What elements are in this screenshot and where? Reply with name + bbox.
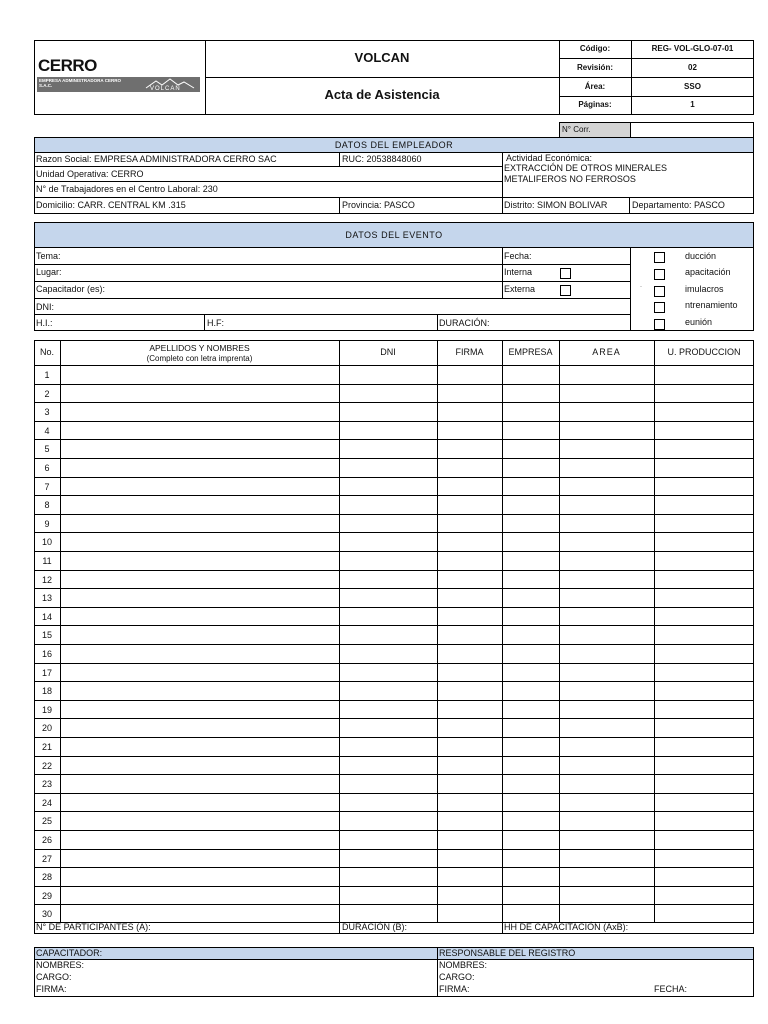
- event-block: [34, 247, 754, 331]
- tema-field[interactable]: Tema:: [36, 251, 61, 261]
- trabajadores: N° de Trabajadores en el Centro Laboral: 230: [36, 184, 218, 194]
- row-number: 4: [44, 426, 50, 436]
- row-divider: [34, 700, 754, 701]
- row-number: 3: [44, 407, 50, 417]
- area-label: Área:: [584, 82, 606, 91]
- row-number: 2: [44, 389, 50, 399]
- row-divider: [34, 551, 754, 552]
- reunion-label: eunión: [685, 317, 713, 327]
- header-empresa: EMPRESA: [508, 347, 553, 357]
- divider: [205, 77, 559, 78]
- interna-checkbox[interactable]: [560, 268, 571, 279]
- row-divider: [34, 830, 754, 831]
- row-divider: [34, 718, 754, 719]
- induccion-label: ducción: [685, 251, 717, 261]
- fecha-field[interactable]: Fecha:: [504, 251, 532, 261]
- divider: [559, 96, 754, 97]
- divider: [502, 922, 503, 934]
- col-divider: [339, 340, 340, 923]
- volcan-logo-mark: VOLCAN: [150, 86, 181, 92]
- document-title: Acta de Asistencia: [324, 87, 440, 102]
- row-divider: [34, 904, 754, 905]
- row-divider: [34, 681, 754, 682]
- divider: [34, 298, 630, 299]
- actividad-line1: EXTRACCIÓN DE OTROS MINERALES: [504, 163, 668, 173]
- row-divider: [34, 737, 754, 738]
- row-divider: [34, 756, 754, 757]
- divider: [34, 181, 502, 182]
- row-number: 18: [41, 686, 52, 696]
- row-number: 17: [41, 668, 52, 678]
- hi-field[interactable]: H.I.:: [36, 318, 53, 328]
- col-divider: [654, 340, 655, 923]
- capacitador-title: CAPACITADOR:: [36, 948, 103, 958]
- capacitacion-checkbox[interactable]: [654, 269, 665, 280]
- footer-band: [35, 948, 753, 960]
- row-divider: [34, 886, 754, 887]
- row-number: 5: [44, 444, 50, 454]
- interna-label: Interna: [504, 267, 533, 277]
- row-divider: [34, 774, 754, 775]
- row-number: 20: [41, 723, 52, 733]
- participantes-total[interactable]: N° DE PARTICIPANTES (A):: [36, 922, 151, 932]
- header-area: AREA: [592, 347, 621, 357]
- capacitacion-label: apacitación: [685, 267, 731, 277]
- col-divider: [60, 340, 61, 923]
- company-name: VOLCAN: [354, 50, 410, 65]
- row-divider: [34, 514, 754, 515]
- row-number: 9: [44, 519, 50, 529]
- revision-value: 02: [688, 63, 697, 72]
- row-number: 8: [44, 500, 50, 510]
- header-nombres: APELLIDOS Y NOMBRES: [149, 343, 250, 353]
- ruc: RUC: 20538848060: [342, 154, 422, 164]
- row-number: 1: [44, 370, 50, 380]
- header-no: No.: [39, 347, 54, 357]
- revision-label: Revisión:: [576, 63, 613, 72]
- reunion-checkbox[interactable]: [654, 319, 665, 330]
- provincia: Provincia: PASCO: [342, 200, 415, 210]
- row-divider: [34, 793, 754, 794]
- row-number: 14: [41, 612, 52, 622]
- row-number: 26: [41, 835, 52, 845]
- distrito: Distrito: SIMON BOLIVAR: [504, 200, 608, 210]
- entrenamiento-label: ntrenamiento: [685, 300, 738, 310]
- row-divider: [34, 570, 754, 571]
- corr-label: N° Corr.: [562, 125, 591, 134]
- row-divider: [34, 644, 754, 645]
- duracion-field[interactable]: DURACIÓN:: [439, 318, 490, 328]
- row-number: 25: [41, 816, 52, 826]
- divider: [559, 58, 754, 59]
- simulacros-checkbox[interactable]: [654, 286, 665, 297]
- divider: [34, 197, 754, 198]
- row-number: 28: [41, 872, 52, 882]
- divider: [34, 314, 630, 315]
- lugar-field[interactable]: Lugar:: [36, 267, 62, 277]
- row-divider: [34, 811, 754, 812]
- divider: [437, 314, 438, 331]
- row-number: 16: [41, 649, 52, 659]
- row-number: 6: [44, 463, 50, 473]
- domicilio: Domicilio: CARR. CENTRAL KM .315: [36, 200, 186, 210]
- row-divider: [34, 495, 754, 496]
- row-number: 29: [41, 891, 52, 901]
- responsable-title: RESPONSABLE DEL REGISTRO: [439, 948, 576, 958]
- divider: [502, 152, 503, 214]
- paginas-value: 1: [690, 100, 695, 109]
- col-divider: [502, 340, 503, 923]
- row-number: 10: [41, 537, 52, 547]
- row-divider: [34, 384, 754, 385]
- row-divider: [34, 607, 754, 608]
- capacitador-nombres[interactable]: NOMBRES:: [36, 960, 85, 970]
- hf-field[interactable]: H.F:: [207, 318, 224, 328]
- departamento: Departamento: PASCO: [632, 200, 725, 210]
- entrenamiento-checkbox[interactable]: [654, 302, 665, 313]
- area-value: SSO: [684, 82, 701, 91]
- header-nombres-sub: (Completo con letra imprenta): [146, 354, 253, 363]
- vertical-mark: ·: [640, 284, 642, 290]
- row-number: 13: [41, 593, 52, 603]
- dni-field[interactable]: DNI:: [36, 302, 54, 312]
- externa-label: Externa: [504, 284, 536, 294]
- divider: [339, 922, 340, 934]
- divider: [339, 197, 340, 214]
- row-divider: [34, 365, 754, 366]
- row-divider: [34, 625, 754, 626]
- row-number: 11: [42, 556, 52, 566]
- row-divider: [34, 477, 754, 478]
- duracion-total[interactable]: DURACIÓN (B):: [342, 922, 407, 932]
- row-divider: [34, 532, 754, 533]
- divider: [559, 77, 754, 78]
- row-divider: [34, 849, 754, 850]
- row-number: 15: [41, 630, 52, 640]
- attendance-table: [34, 340, 754, 923]
- header-dni: DNI: [380, 347, 396, 357]
- divider: [34, 264, 630, 265]
- header-produccion: U. PRODUCCION: [667, 347, 741, 357]
- induccion-checkbox[interactable]: [654, 252, 665, 263]
- col-divider: [437, 340, 438, 923]
- row-number: 19: [41, 705, 52, 715]
- capacitador-firma[interactable]: FIRMA:: [36, 984, 67, 994]
- row-divider: [34, 402, 754, 403]
- divider: [34, 166, 502, 167]
- event-section-title: DATOS DEL EVENTO: [34, 222, 754, 248]
- col-divider: [559, 340, 560, 923]
- hh-capacitacion[interactable]: HH DE CAPACITACIÓN (AxB):: [504, 922, 629, 932]
- row-number: 23: [41, 779, 52, 789]
- capacitador-cargo[interactable]: CARGO:: [36, 972, 72, 982]
- row-number: 30: [41, 909, 52, 919]
- row-number: 27: [41, 854, 52, 864]
- row-divider: [34, 867, 754, 868]
- externa-checkbox[interactable]: [560, 285, 571, 296]
- row-number: 21: [41, 742, 52, 752]
- capacitador-field[interactable]: Capacitador (es):: [36, 284, 106, 294]
- divider: [204, 314, 205, 331]
- unidad-operativa: Unidad Operativa: CERRO: [36, 169, 144, 179]
- divider: [339, 152, 340, 166]
- divider: [630, 247, 631, 331]
- row-number: 7: [44, 482, 50, 492]
- codigo-value: REG- VOL-GLO-07-01: [651, 44, 734, 53]
- row-divider: [34, 588, 754, 589]
- company-logo: CERRO: [38, 56, 97, 75]
- simulacros-label: imulacros: [685, 284, 724, 294]
- divider: [629, 197, 630, 214]
- divider: [502, 247, 503, 298]
- row-divider: [34, 439, 754, 440]
- row-number: 22: [41, 761, 52, 771]
- corr-input[interactable]: [630, 122, 754, 138]
- row-divider: [34, 458, 754, 459]
- employer-section-title: DATOS DEL EMPLEADOR: [34, 137, 754, 153]
- row-divider: [34, 421, 754, 422]
- actividad-label: Actividad Económica:: [506, 153, 593, 163]
- company-logo-subtext: EMPRESA ADMINISTRADORA CERRO S.A.C.: [37, 77, 200, 92]
- responsable-cargo[interactable]: CARGO:: [439, 972, 475, 982]
- divider: [437, 947, 438, 997]
- responsable-firma[interactable]: FIRMA:: [439, 984, 470, 994]
- divider: [34, 281, 630, 282]
- actividad-line2: METALIFEROS NO FERROSOS: [504, 174, 636, 184]
- row-number: 12: [41, 575, 52, 585]
- razon-social: Razon Social: EMPRESA ADMINISTRADORA CERRO SAC: [36, 154, 277, 164]
- row-divider: [34, 663, 754, 664]
- responsable-fecha[interactable]: FECHA:: [654, 984, 688, 994]
- codigo-label: Código:: [579, 44, 611, 53]
- paginas-label: Páginas:: [578, 100, 612, 109]
- responsable-nombres[interactable]: NOMBRES:: [439, 960, 488, 970]
- header-firma: FIRMA: [455, 347, 484, 357]
- row-number: 24: [41, 798, 52, 808]
